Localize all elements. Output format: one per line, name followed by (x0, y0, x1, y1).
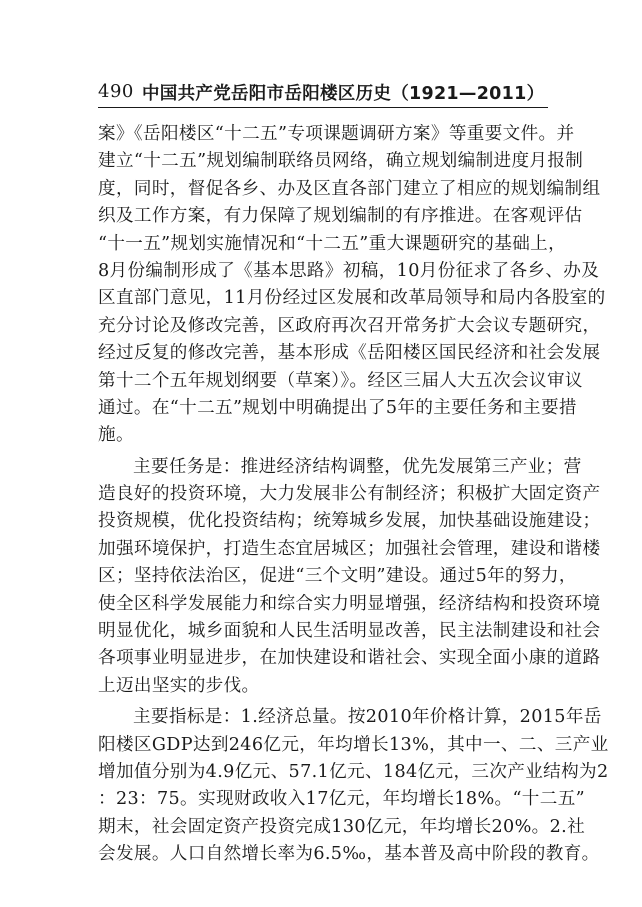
text-line: 明显优化，城乡面貌和人民生活明显改善，民主法制建设和社会 (98, 621, 601, 642)
text-line: 各项事业明显进步，在加快建设和谐社会、实现全面小康的道路 (98, 648, 601, 669)
text-line: 主要指标是：1.经济总量。按2010年价格计算，2015年岳 (133, 707, 602, 728)
text-line: 会发展。人口自然增长率为6.5‰，基本普及高中阶段的教育。 (98, 844, 600, 865)
text-line: 加强环境保护，打造生态宜居城区；加强社会管理，建设和谐楼 (98, 538, 601, 559)
text-line: 通过。在“十二五”规划中明确提出了5年的主要任务和主要措 (98, 397, 577, 418)
text-line: 主要任务是：推进经济结构调整，优先发展第三产业；营 (133, 456, 582, 477)
text-line: “十一五”规划实施情况和“十二五”重大课题研究的基础上， (98, 233, 567, 254)
text-line: 施。 (98, 425, 134, 446)
text-line: 增加值分别为4.9亿元、57.1亿元、184亿元，三次产业结构为2 (98, 761, 609, 782)
text-line: 区直部门意见，11月份经过区发展和改革局领导和局内各股室的 (98, 288, 606, 309)
page-header (98, 77, 548, 108)
text-line: 充分讨论及修改完善，区政府再次召开常务扩大会议专题研究， (98, 315, 601, 336)
paragraph (98, 454, 601, 701)
text-line: 8月份编制形成了《基本思路》初稿，10月份征求了各乡、办及 (98, 260, 600, 281)
text-line: 阳楼区GDP达到246亿元，年均增长13%，其中一、二、三产业 (98, 734, 609, 755)
text-line: 织及工作方案，有力保障了规划编制的有序推进。在客观评估 (98, 206, 583, 227)
paragraph (98, 704, 609, 868)
text-line: 造良好的投资环境，大力发展非公有制经济；积极扩大固定资产 (98, 484, 601, 505)
text-line: 度，同时，督促各乡、办及区直各部门建立了相应的规划编制组 (98, 178, 601, 199)
body-text (98, 121, 609, 869)
paragraph (98, 121, 606, 450)
text-line: 案》《岳阳楼区“十二五”专项课题调研方案》等重要文件。并 (98, 124, 575, 144)
text-line: 经过反复的修改完善，基本形成《岳阳楼区国民经济和社会发展 (98, 343, 601, 364)
page-number: 490 (98, 81, 134, 102)
text-line: 第十二个五年规划纲要（草案）》。经区三届人大五次会议审议 (98, 370, 583, 391)
text-line: ：23：75。实现财政收入17亿元，年均增长18%。“十二五” (98, 789, 585, 810)
running-title: 中国共产党岳阳市岳阳楼区历史（1921—2011） (142, 84, 545, 104)
text-line: 期末，社会固定资产投资完成130亿元，年均增长20%。2.社 (98, 816, 586, 837)
text-line: 使全区科学发展能力和综合实力明显增强，经济结构和投资环境 (98, 593, 601, 614)
text-line: 建立“十二五”规划编制联络员网络，确立规划编制进度月报制 (98, 151, 584, 172)
text-line: 投资规模，优化投资结构；统筹城乡发展，加快基础设施建设； (98, 511, 601, 532)
text-line: 区；坚持依法治区，促进“三个文明”建设。通过5年的努力， (98, 566, 577, 587)
text-line: 上迈出坚实的步伐。 (98, 675, 260, 696)
